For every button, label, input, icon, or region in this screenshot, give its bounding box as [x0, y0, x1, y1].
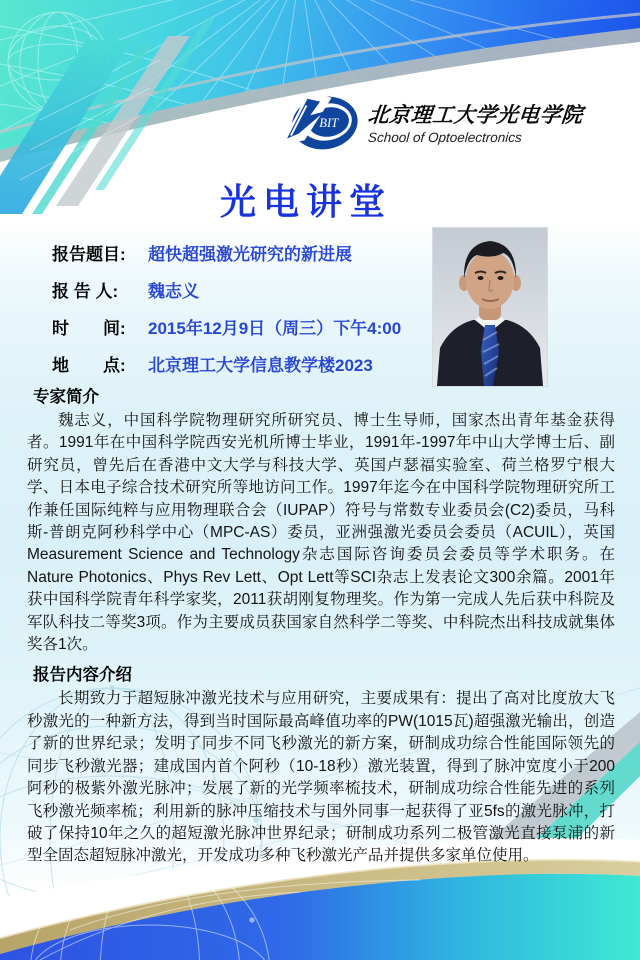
talk-intro-paragraph: 长期致力于超短脉冲激光技术与应用研究，主要成果有：提出了高对比度放大飞秒激光的一种新方法，得到当时国际最高峰值功率的PW(1015瓦)超强激光输出，创造了新的世界纪录；发明了同步不同飞秒激光的新方案，研制成功综合性能国际领先的同步飞秒激光器；建成国内首个阿秒（10-18秒）激光装置，得到了脉冲宽度小于200阿秒的极紫外激光脉冲；发展了新的光学频率梳技术，研制成功综合性能先进的系列飞秒激光频率梳；利用新的脉冲压缩技术与国外同事一起获得了亚5fs的激光脉冲，打破了保持10年之久的超短激光脉冲世界纪录；研制成功系列二极管激光直接泵浦的新型全固态超短脉冲激光，开发成功多种飞秒激光产品并提供多家单位使用。 [27, 690, 615, 865]
speaker-value: 魏志义 [148, 282, 199, 301]
info-row-location [52, 355, 437, 392]
topic-value: 超快超强激光研究的新进展 [148, 245, 352, 264]
school-name-cn: 北京理工大学光电学院 [366, 104, 584, 127]
section-heading-expert-bio: 专家简介 [33, 388, 99, 406]
school-name-en: School of Optoelectronics [367, 130, 523, 145]
time-label: 时 间: [52, 319, 131, 338]
time-value: 2015年12月9日（周三）下午4:00 [148, 319, 402, 338]
info-row-time [52, 318, 437, 355]
expert-bio-paragraph: 魏志义，中国科学院物理研究所研究员、博士生导师，国家杰出青年基金获得者。1991年在中国科学院西安光机所博士毕业，1991年-1997年中山大学博士后、副研究员，曾先后在香港中文大学与科技大学、英国卢瑟福实验室、荷兰格罗宁根大学、日本电子综合技术研究所等地访问工作。1997年迄今在中国科学院物理研究所工作兼任国际纯粹与应用物理联合会（IUPAP）符号与常数专业委员会(C2)委员，马科斯-普朗克阿秒科学中心（MPC-AS）委员，亚洲强激光委员会委员（ACUIL），英国Measurement Science and Technology杂志国际咨询委员会委员等学术职务。在Nature Photonics、Phys Rev Lett、Opt Lett等SCI杂志上发表论文300余篇。2001年获中国科学院青年科学家奖，2011获胡刚复物理奖。作为第一完成人先后获中科院及军队科技二等奖3项。作为主要成员获国家自然科学二等奖、中科院杰出科技成就集体奖各1次。 [27, 412, 615, 654]
speaker-portrait-graphic [433, 228, 547, 386]
location-label: 地 点: [52, 356, 131, 375]
speaker-label: 报 告 人: [52, 282, 123, 301]
speaker-photo [433, 228, 547, 386]
bit-abbr-text: BIT [319, 115, 339, 130]
section-heading-talk-intro: 报告内容介绍 [33, 666, 132, 685]
info-row-topic [52, 244, 437, 281]
lecture-info [52, 244, 437, 392]
poster-body [27, 383, 615, 868]
poster-title: 光电讲堂 [219, 181, 392, 222]
location-value: 北京理工大学信息教学楼2023 [148, 356, 373, 375]
topic-label: 报告题目: [52, 245, 131, 264]
info-row-speaker [52, 281, 437, 318]
bit-emblem-icon [281, 90, 359, 154]
school-logo [281, 90, 583, 154]
